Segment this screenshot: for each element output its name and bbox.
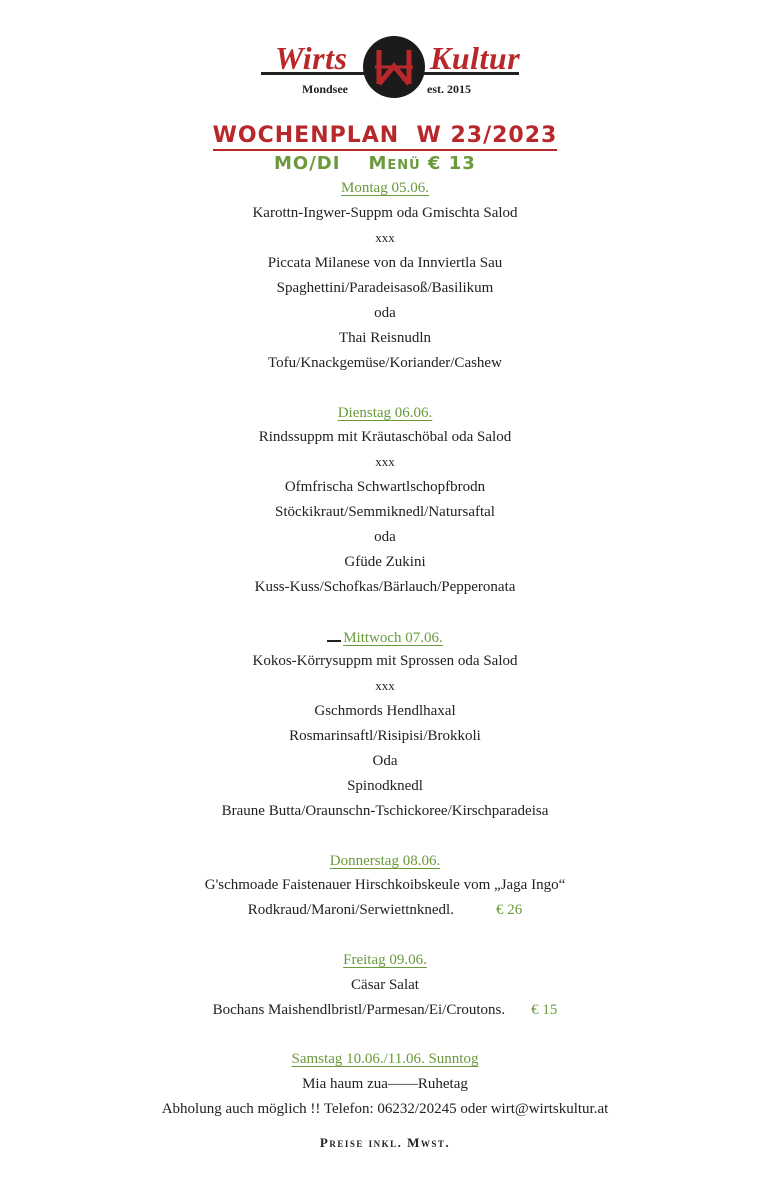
contact-line: Abholung auch möglich !! Telefon: 06232/20245 oder wirt@wirtskultur.at [161,1101,609,1117]
logo-left-word: Wirts [275,40,348,76]
menu-line: Rodkraud/Maroni/Serwiettnknedl. [247,902,454,918]
page-title: WOCHENPLAN W 23/2023 [0,123,770,148]
logo [255,32,525,102]
menu-line: Spaghettini/Paradeisasoß/Basilikum [276,280,494,296]
logo-right-word: Kultur [430,40,521,76]
menu-days: MO/DI [274,153,341,174]
menu-line: Gfüde Zukini [344,554,426,570]
menu-line: Oda [372,753,398,769]
menu-line: Bochans Maishendlbristl/Parmesan/Ei/Croutons. [212,1002,506,1018]
menu-line: Gschmords Hendlhaxal [314,703,456,719]
menu-line: Piccata Milanese von da Innviertla Sau [267,255,503,271]
menu-separator: xxx [375,230,395,245]
menu-line: Tofu/Knackgemüse/Koriander/Cashew [268,355,502,371]
menu-line: Cäsar Salat [351,977,419,993]
menu-line: Rosmarinsaftl/Risipisi/Brokkoli [289,728,481,744]
day-heading-tuesday: Dienstag 06.06. [337,405,433,421]
menu-separator: xxx [375,678,395,693]
menu-label: Menü € 13 [368,153,476,174]
day-heading-saturday: Samstag 10.06./11.06. Sunntog [291,1051,479,1067]
logo-w-icon [363,36,425,98]
menu-line: Spinodknedl [347,778,423,794]
menu-line: Rindssuppm mit Kräutaschöbal oda Salod [258,429,512,445]
menu-line: Stöckikraut/Semmiknedl/Natursaftal [275,504,495,520]
logo-place: Mondsee [302,82,348,96]
menu-line: Braune Butta/Oraunschn-Tschickoree/Kirschparadeisa [221,803,549,819]
footer-note: Preise inkl. Mwst. [319,1135,451,1150]
day-heading-wednesday: Mittwoch 07.06. [0,629,770,647]
menu-line: oda [374,305,396,321]
price: € 26 [495,902,523,918]
day-heading-friday: Freitag 09.06. [343,952,427,968]
menu-line: Mia haum zua——Ruhetag [302,1076,468,1092]
menu-line: G'schmoade Faistenauer Hirschkoibskeule vom „Jaga Ingo“ [204,877,566,893]
logo-emblem [363,36,425,98]
price: € 15 [531,1002,558,1018]
logo-est: est. 2015 [427,82,471,96]
menu-line: oda [374,529,396,545]
menu-line: Kuss-Kuss/Schofkas/Bärlauch/Pepperonata [254,579,516,595]
menu-line: Karottn-Ingwer-Suppm oda Gmischta Salod [252,205,518,221]
menu-line: Kokos-Körrysuppm mit Sprossen oda Salod [252,653,518,669]
menu-line-with-price [0,902,770,919]
day-heading-thursday: Donnerstag 08.06. [329,853,441,869]
menu-price-line [274,153,476,174]
menu-line: Ofmfrischa Schwartlschopfbrodn [284,479,486,495]
day-heading-monday: Montag 05.06. [341,180,429,196]
menu-line: Thai Reisnudln [338,330,432,346]
menu-separator: xxx [375,454,395,469]
menu-line-with-price [0,1002,770,1019]
